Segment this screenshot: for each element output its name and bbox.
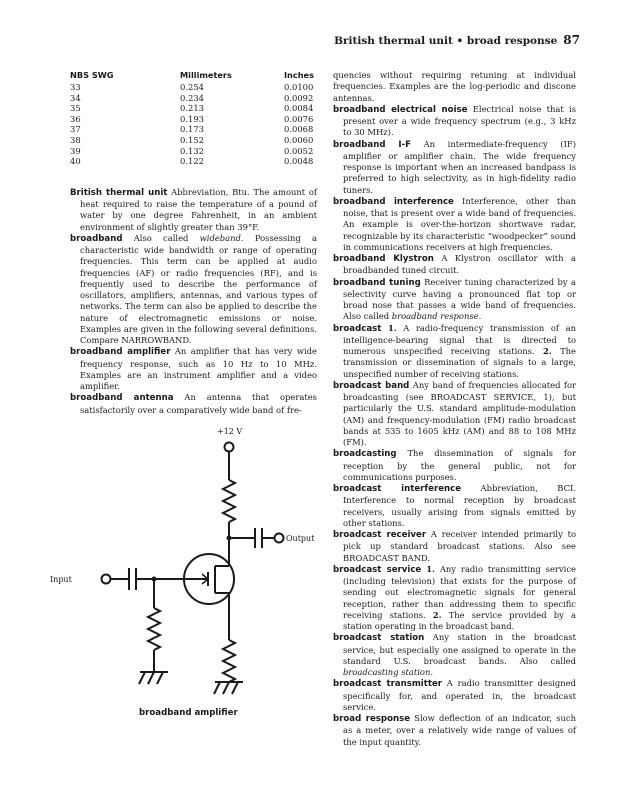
column-header: Inches (284, 70, 314, 81)
gate-resistor (148, 608, 160, 650)
entry-definition: . (430, 667, 434, 677)
entry-definition: Abbreviation, Btu. The amount of heat required to raise the temperature of a pound of water by one degree Fahrenheit, in an ambient environment of slightly greater than 39°F. (80, 186, 317, 232)
table-cell: 0.0052 (284, 145, 314, 156)
entry-term: broadcast (333, 323, 382, 334)
table-cell: 40 (70, 156, 81, 167)
column-header: NBS SWG (70, 70, 114, 81)
table-cell: 0.234 (180, 92, 204, 103)
figure-caption: broadband amplifier (139, 708, 238, 718)
supply-terminal (225, 443, 234, 452)
table-cell: 0.254 (180, 82, 204, 92)
table-cell: 0.122 (180, 156, 204, 167)
table-cell: 0.132 (180, 145, 204, 156)
entry-term: broadband I-F (333, 139, 412, 150)
wire-gauge-table (70, 70, 317, 167)
entry-definition: Any band of frequencies allocated for broadcasting (see BROADCAST SERVICE, 1), but particularly the U.S. standard amplitude-modulation (AM) and frequency-modulation (FM) radio broadcast bands at 535 to 1605 kHz (AM) and 88 to 108 MHz (FM). (343, 379, 577, 447)
table-cell: 39 (70, 145, 81, 156)
entry-definition: . (478, 311, 482, 322)
sense-number: 2. (542, 346, 552, 356)
entry-definition: . Possessing a characteristic wide bandwidth or range of operating frequencies. This term can be applied at audio frequencies (AF) or radio frequencies (RF), and is frequently used to describe the performance of oscillators, amplifiers, antennas, and various types of networks. The term can also be applied to describe the nature of electromagnetic emissions or noise. Examples are given in the following several definitions. Compare NARROWBAND. (80, 232, 317, 345)
entry-broadcast-station (333, 632, 576, 678)
entry-term: broadcast band (333, 380, 410, 391)
table-cell: 0.0048 (284, 156, 314, 167)
table-cell: 38 (70, 134, 81, 145)
entry-broadcast-band (333, 380, 576, 449)
right-column (333, 70, 576, 748)
entry-term: broadband interference (333, 196, 454, 207)
entry-term: British thermal unit (70, 187, 168, 198)
entry-emphasis: wideband (199, 232, 241, 243)
entry-broadband-interference (333, 196, 576, 253)
table-cell: 0.173 (180, 124, 204, 135)
entry-broadcast (333, 323, 576, 380)
entry-definition: An intermediate-frequency (IF) amplifier or amplifier chain. The wide frequency response is important when an increased bandpass is preferred to high selectivity, as in high-fidelity radio tuners. (343, 138, 576, 195)
broadband-amplifier-schematic (50, 420, 322, 700)
running-head-title: British thermal unit • broad response (334, 35, 558, 47)
table-cell: 0.0076 (284, 113, 314, 124)
sense-number: 1. (387, 322, 397, 333)
entry-definition: Interference, other than noise, that is present over a wide band of frequencies. An example is over-the-horizon shortwave radar, recognizable by its characteristic “woodpecker” sound in communications receivers at high frequencies. (343, 195, 577, 252)
entry-definition: The dissemination of signals for reception by the general public, not for communications purposes. (343, 448, 576, 482)
table-cell: 34 (70, 92, 81, 103)
output-terminal (275, 534, 284, 543)
table-cell: 35 (70, 103, 81, 114)
entry-definition: Any station in the broadcast service, but especially one assigned to operate in the standard U.S. broadcast bands. Also called (343, 632, 576, 666)
table-row (70, 114, 317, 125)
entry-term: broad response (333, 714, 411, 724)
entry-term: broadcast transmitter (333, 679, 443, 690)
entry-term: broadcast interference (333, 484, 462, 494)
entry-broadband-antenna (70, 392, 317, 416)
table-row (70, 146, 317, 157)
table-row (70, 124, 317, 135)
entry-broadcast-receiver (333, 529, 576, 564)
left-column (70, 70, 317, 416)
entry-definition: A radio transmitter designed specifically for, and operated in, the broadcast service. (343, 678, 576, 712)
entry-term: broadband Klystron (333, 254, 434, 264)
table-cell: 0.0100 (284, 82, 314, 92)
table-row (70, 135, 317, 146)
entry-broadcasting (333, 448, 576, 483)
entry-term: broadcast receiver (333, 530, 427, 540)
table-cell: 0.0068 (284, 124, 314, 135)
entry-term: broadcast station (333, 633, 425, 644)
running-head (334, 33, 580, 47)
sense-number: 2. (432, 609, 442, 620)
source-resistor (223, 640, 235, 682)
output-label: Output (286, 534, 315, 543)
entry-term: broadband tuning (333, 277, 421, 288)
entry-broadcast-interference (333, 483, 576, 529)
entry-definition: Any radio transmitting service (including television) that exists for the purpose of sending out electromagnetic signals for general reception, rather than addressing them to specific receiving stations. (343, 563, 576, 620)
entry-definition: An antenna that operates satisfactorily over a comparatively wide band of fre- (80, 392, 317, 415)
entry-definition: Slow deflection of an indicator, such as a meter, over a relatively wide range of values of the input quantity. (343, 713, 576, 747)
entry-term: broadband (70, 233, 123, 244)
entry-broadband-klystron (333, 253, 576, 277)
entry-term: broadcast service (333, 564, 422, 575)
continued-text: quencies without requiring retuning at individual frequencies. Examples are the log-periodic and discone antennas. (333, 70, 576, 103)
table-cell: 0.213 (180, 103, 204, 114)
table-header-row (70, 70, 317, 82)
entry-definition: The transmission or dissemination of signals to a large, unspecified number of receiving stations. (343, 346, 577, 379)
sense-number: 1. (426, 563, 435, 574)
input-label: Input (50, 575, 72, 584)
entry-broadcast-transmitter (333, 678, 576, 713)
entry-definition: The service provided by a station operating in the broadcast band. (343, 609, 576, 631)
table-cell: 0.0084 (284, 103, 314, 114)
table-cell: 0.193 (180, 113, 204, 124)
entry-definition: An amplifier that has very wide frequency response, such as 10 Hz to 10 MHz. Examples are an instrument amplifier and a video amplifier. (80, 346, 317, 391)
entry-broadband-i-f (333, 139, 576, 196)
entry-emphasis: broadcasting station (343, 667, 431, 677)
entry-broad-response (333, 713, 576, 748)
table-cell: 36 (70, 113, 81, 124)
entry-term: broadband amplifier (70, 347, 171, 358)
supply-voltage-label: +12 V (217, 427, 243, 436)
entry-broadband-electrical-noise (333, 104, 576, 139)
table-cell: 0.152 (180, 134, 204, 145)
entry-broadband (70, 233, 317, 347)
entry-broadcast-service (333, 564, 576, 633)
entry-definition: A receiver intended primarily to pick up standard broadcast stations. Also see BROADCAST BAND. (343, 529, 576, 563)
entry-term: broadcasting (333, 449, 397, 460)
entry-term: broadband antenna (70, 393, 174, 404)
column-header: Millimeters (180, 70, 232, 81)
entry-definition: Also called (122, 232, 200, 243)
entry-definition: A radio-frequency transmission of an intelligence-bearing signal that is directed to numerous unspecified receiving stations. (343, 322, 576, 356)
table-cell: 37 (70, 124, 81, 135)
entry-definition: A Klystron oscillator with a broadbanded tuned circuit. (343, 253, 576, 276)
entry-term: broadband electrical noise (333, 104, 468, 115)
table-row (70, 156, 317, 167)
table-row (70, 103, 317, 114)
entry-broadband-amplifier (70, 346, 317, 392)
entry-emphasis: broadband response (391, 311, 479, 322)
entry-definition (381, 323, 388, 333)
entry-british-thermal-unit (70, 187, 317, 233)
table-cell: 0.0092 (284, 92, 314, 103)
table-cell: 0.0060 (284, 134, 314, 145)
table-row (70, 82, 317, 93)
page-number: 87 (563, 33, 580, 47)
entry-broadband-tuning (333, 277, 576, 323)
collector-resistor (223, 480, 235, 522)
entry-definition: Receiver tuning characterized by a selectivity curve having a pronounced flat top or broad nose that passes a wide band of frequencies. Also called (343, 276, 576, 322)
entry-definition: Electrical noise that is present over a wide frequency spectrum (e.g., 3 kHz to 30 MHz). (343, 103, 576, 138)
table-cell: 33 (70, 82, 81, 92)
input-terminal (102, 575, 111, 584)
entry-definition: Abbreviation, BCI. Interference to normal reception by broadcast receivers, usually arising from signals emitted by other stations. (343, 483, 576, 528)
table-row (70, 93, 317, 104)
